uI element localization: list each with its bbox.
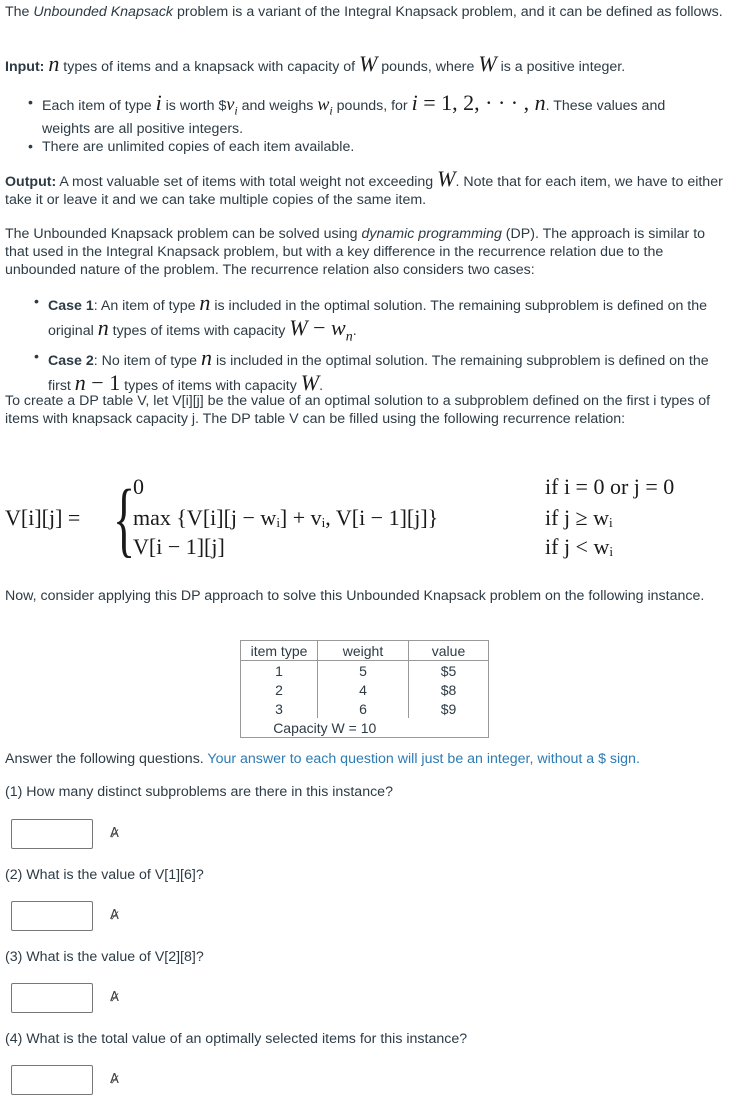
spellcheck-icon[interactable]: A̷	[110, 1072, 119, 1087]
recurrence-row-3: V[i − 1][j]	[133, 534, 225, 559]
answer-instructions: Answer the following questions. Your answer to each question will just be an integer, without a $ sign.	[5, 751, 640, 767]
case-1: • Case 1: An item of type n is included in the optimal solution. The remaining subproblem is defined on the original n types of items with capacity $W - w_n$.	[31, 292, 721, 347]
table-cell: 2	[241, 680, 318, 699]
case-2: • Case 2: No item of type n is included in the optimal solution. The remaining subproblem is defined on the first n − 1 types of items with capacity W.	[31, 347, 721, 397]
recurrence-cond-3: if j < wᵢ	[545, 534, 613, 559]
header-weight: weight	[318, 641, 409, 661]
table-cell: 5	[318, 661, 409, 681]
table-row	[241, 661, 489, 681]
table-header-row	[241, 641, 489, 661]
bullet-item-worth: • Each item of type i is worth $\$v_i$ and weighs $w_i$ pounds, for i = 1, 2, · · · , n. These values and weights are all positive integers.	[25, 94, 715, 138]
spellcheck-icon[interactable]: A̷	[110, 826, 119, 841]
answer-3-input[interactable]	[11, 983, 93, 1013]
spellcheck-icon[interactable]: A̷	[110, 908, 119, 923]
table-cell: 1	[241, 661, 318, 681]
recurrence-cond-2: if j ≥ wᵢ	[545, 505, 613, 530]
capacity-empty-cell	[409, 718, 489, 738]
header-item-type: item type	[241, 641, 318, 661]
instance-paragraph: Now, consider applying this DP approach to solve this Unbounded Knapsack problem on the following instance.	[5, 588, 705, 604]
table-cell: 3	[241, 699, 318, 718]
header-value: value	[409, 641, 489, 661]
dp-intro-paragraph: The Unbounded Knapsack problem can be solved using dynamic programming (DP). The approach is similar to that used in the Integral Knapsack problem, but with a key difference in the recurrence relation due to the unbounded nature of the problem. The recurrence relation also considers two cases:	[5, 226, 706, 278]
table-cell: 6	[318, 699, 409, 718]
bullet-unlimited: • There are unlimited copies of each item available.	[25, 138, 715, 156]
table-cell: $5	[409, 661, 489, 681]
input-paragraph: Input: n types of items and a knapsack with capacity of W pounds, where W is a positive integer.	[5, 51, 626, 76]
spellcheck-icon[interactable]: A̷	[110, 990, 119, 1005]
intro-paragraph: The Unbounded Knapsack problem is a variant of the Integral Knapsack problem, and it can be defined as follows.	[5, 4, 723, 20]
input-bullets	[25, 90, 715, 156]
table-cell: $9	[409, 699, 489, 718]
left-brace-icon: {	[113, 473, 136, 566]
table-row	[241, 699, 489, 718]
answer-2-input[interactable]	[11, 901, 93, 931]
recurrence-row-1: 0	[133, 474, 144, 499]
items-table	[240, 640, 489, 738]
recurrence-cond-1: if i = 0 or j = 0	[545, 474, 675, 499]
capacity-row	[241, 718, 489, 738]
recurrence-row-2: max {V[i][j − wᵢ] + vᵢ, V[i − 1][j]}	[133, 505, 439, 530]
dp-table-definition: To create a DP table V, let V[i][j] be the value of an optimal solution to a subproblem defined on the first i types of items with knapsack capacity j. The DP table V can be filled using the following recurrence relation:	[5, 393, 711, 427]
table-cell: 4	[318, 680, 409, 699]
answer-1-input[interactable]	[11, 819, 93, 849]
question-2: (2) What is the value of V[1][6]?	[5, 867, 204, 883]
question-3: (3) What is the value of V[2][8]?	[5, 949, 204, 965]
recurrence-lhs: V[i][j] =	[5, 505, 81, 530]
recurrence-relation	[5, 470, 730, 570]
output-paragraph: Output: A most valuable set of items with total weight not exceeding W. Note that for each item, we have to either take it or leave it and we can take multiple copies of the same item.	[5, 166, 723, 208]
question-4: (4) What is the total value of an optimally selected items for this instance?	[5, 1031, 468, 1047]
question-1: (1) How many distinct subproblems are there in this instance?	[5, 784, 393, 800]
table-cell: $8	[409, 680, 489, 699]
capacity-cell: Capacity W = 10	[241, 718, 409, 738]
answer-4-input[interactable]	[11, 1065, 93, 1095]
cases-list	[31, 292, 721, 397]
table-row	[241, 680, 489, 699]
